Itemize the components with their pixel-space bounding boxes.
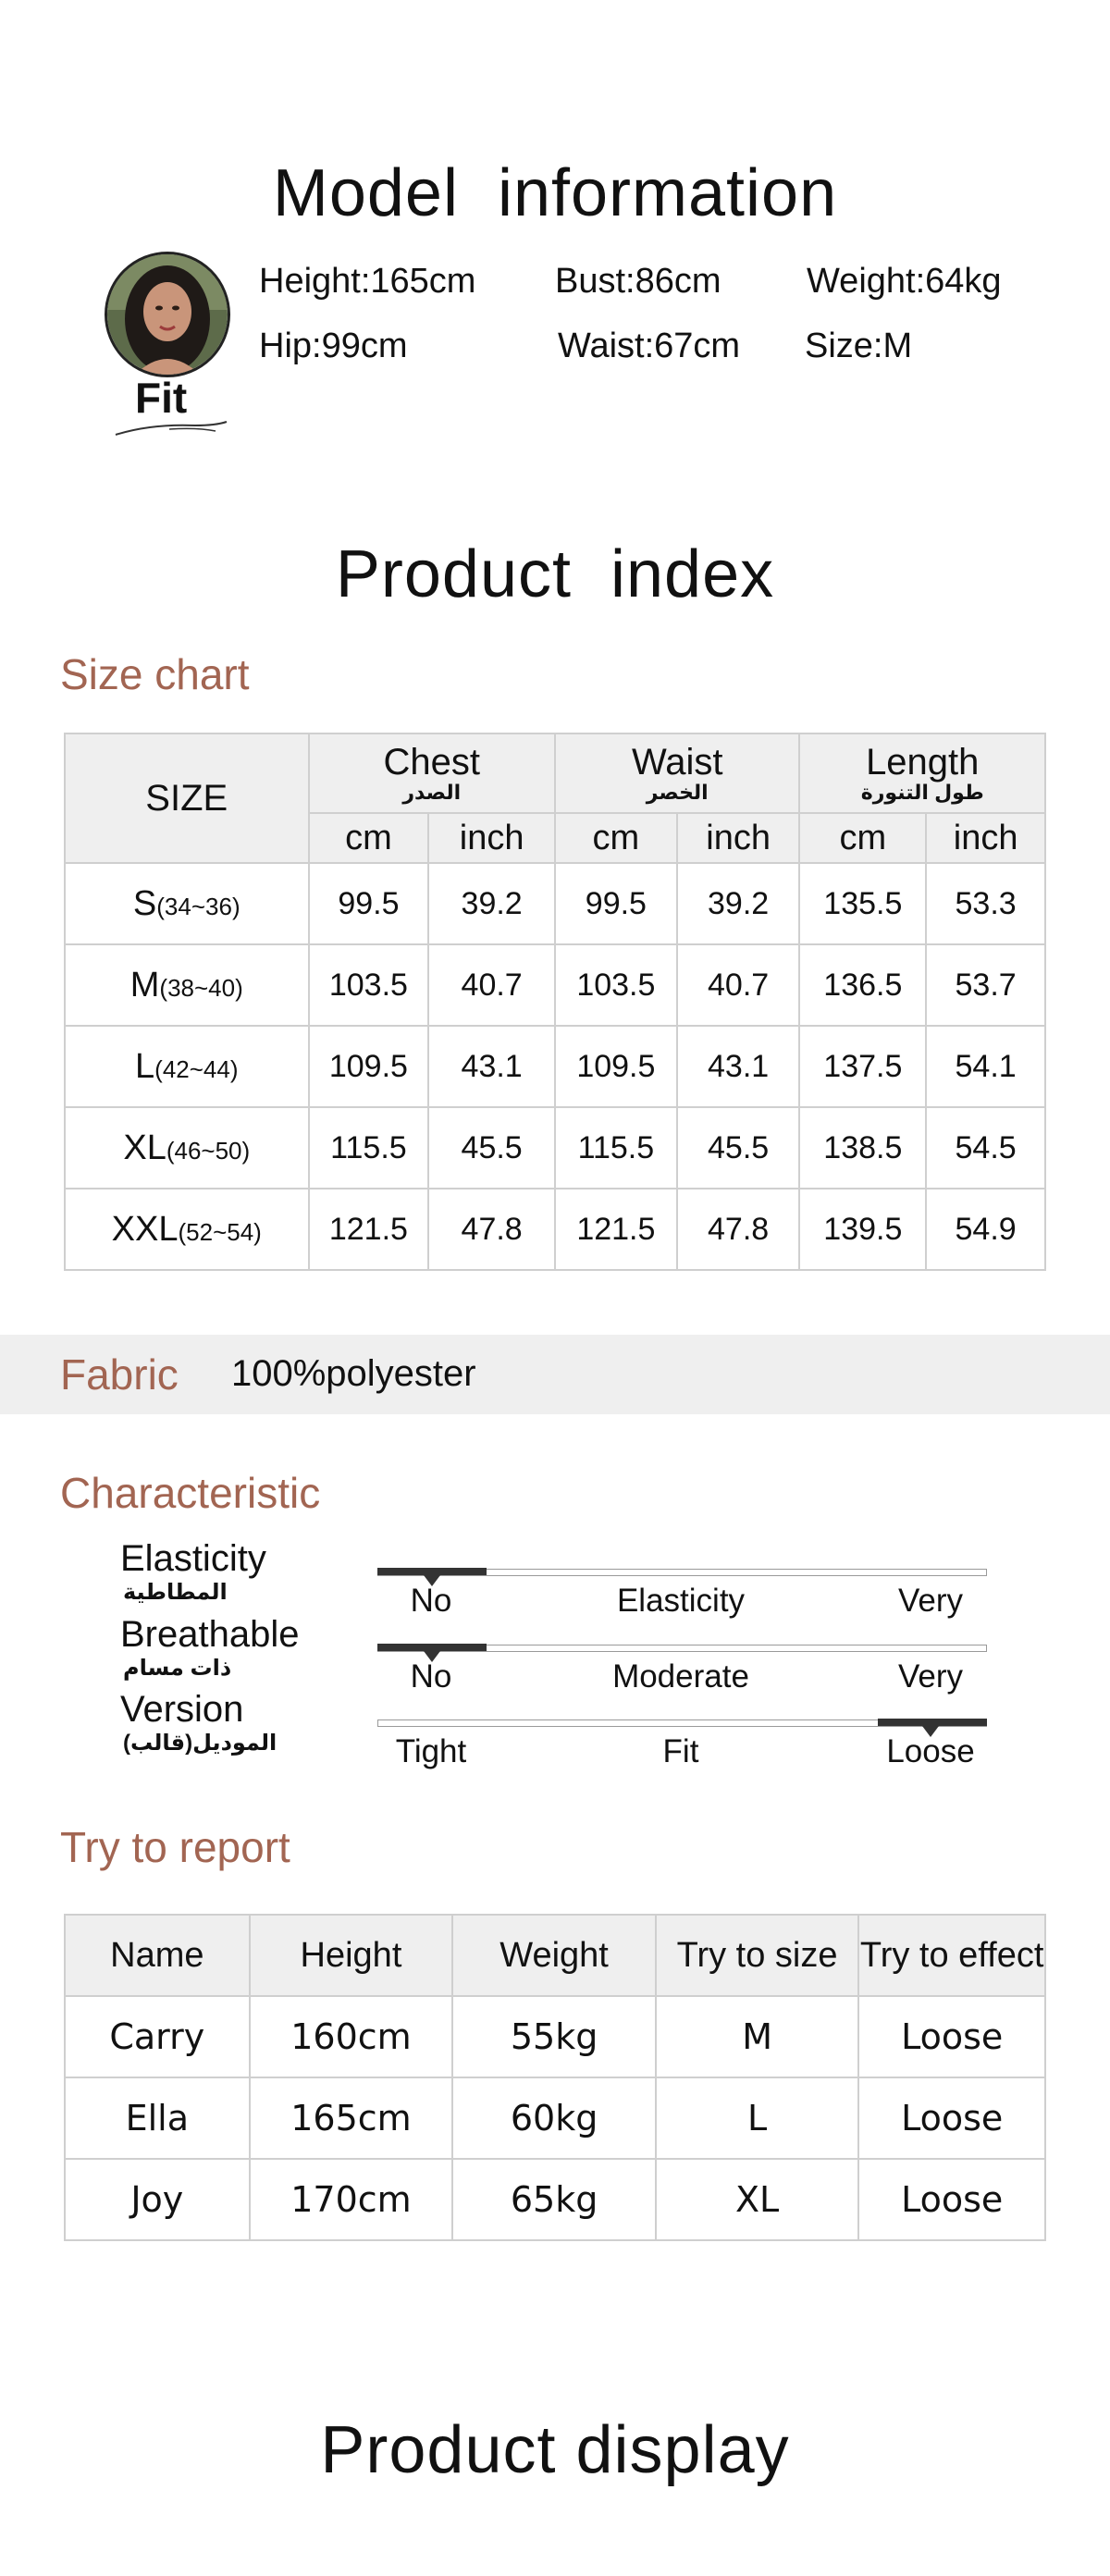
measurement-cell: 40.7 (677, 944, 800, 1026)
report-row (65, 1996, 1045, 2077)
characteristic-name-ar: المطاطية (123, 1580, 228, 1605)
report-cell: 160cm (250, 1996, 453, 2077)
measurement-cell: 99.5 (555, 863, 677, 944)
unit-header: inch (926, 813, 1045, 863)
measurement-cell: 103.5 (309, 944, 429, 1026)
waist-header-en: Waist (631, 742, 723, 783)
model-waist: Waist:67cm (558, 327, 741, 365)
measurement-cell: 47.8 (428, 1189, 555, 1270)
measurement-cell: 40.7 (428, 944, 555, 1026)
measurement-cell: 39.2 (677, 863, 800, 944)
fabric-label: Fabric (60, 1350, 179, 1399)
size-row (65, 1107, 1045, 1189)
product-display-title: Product display (320, 2413, 790, 2487)
size-cell (65, 1107, 309, 1189)
measurement-cell: 45.5 (677, 1107, 800, 1189)
try-report-title: Try to report (60, 1823, 290, 1871)
characteristic-scale-label: Fit (662, 1733, 699, 1769)
waist-group-header (555, 733, 799, 813)
report-cell: 65kg (452, 2159, 656, 2240)
measurement-cell: 121.5 (555, 1189, 677, 1270)
measurement-cell: 115.5 (555, 1107, 677, 1189)
measurement-cell: 115.5 (309, 1107, 429, 1189)
model-weight: Weight:64kg (807, 262, 1002, 301)
characteristic-scale-label: No (410, 1583, 452, 1619)
report-header-size: Try to size (656, 1915, 858, 1996)
characteristic-fill (377, 1568, 487, 1575)
product-index-title: Product index (335, 537, 775, 611)
characteristic-name: Breathable (120, 1614, 300, 1655)
unit-header: inch (677, 813, 800, 863)
report-header-name: Name (65, 1915, 250, 1996)
size-label: XXL (111, 1209, 179, 1249)
characteristic-scale-label: Moderate (612, 1658, 749, 1695)
report-header-effect: Try to effect (858, 1915, 1045, 1996)
model-info-title: Model information (272, 156, 838, 230)
model-portrait-icon (107, 254, 228, 375)
size-range: (46~50) (166, 1136, 251, 1165)
chest-group-header (309, 733, 555, 813)
report-cell: XL (656, 2159, 858, 2240)
size-range: (52~54) (178, 1217, 262, 1246)
unit-header: inch (428, 813, 555, 863)
size-label: S (132, 883, 157, 923)
size-range: (34~36) (156, 892, 240, 920)
length-header-en: Length (866, 742, 980, 783)
characteristic-title: Characteristic (60, 1469, 321, 1517)
measurement-cell: 139.5 (799, 1189, 926, 1270)
model-height: Height:165cm (259, 262, 476, 301)
model-avatar (105, 252, 230, 377)
report-row (65, 2159, 1045, 2240)
size-chart-table (64, 733, 1046, 1271)
report-cell: 60kg (452, 2077, 656, 2159)
measurement-cell: 54.1 (926, 1026, 1045, 1107)
characteristic-scale-label: No (410, 1658, 452, 1695)
length-group-header (799, 733, 1045, 813)
characteristic-fill (377, 1644, 487, 1651)
measurement-cell: 136.5 (799, 944, 926, 1026)
report-cell: Loose (858, 1996, 1045, 2077)
measurement-cell: 53.7 (926, 944, 1045, 1026)
characteristic-name: Elasticity (120, 1538, 266, 1579)
chest-header-ar: الصدر (402, 781, 462, 804)
unit-header: cm (555, 813, 677, 863)
characteristic-scale-label: Very (897, 1658, 964, 1695)
measurement-cell: 43.1 (677, 1026, 800, 1107)
measurement-cell: 54.9 (926, 1189, 1045, 1270)
size-cell (65, 944, 309, 1026)
waist-header-ar: الخصر (646, 781, 709, 804)
fabric-value: 100%polyester (231, 1353, 476, 1394)
size-label: M (130, 965, 160, 1005)
size-row (65, 863, 1045, 944)
size-label: XL (123, 1128, 166, 1167)
size-range: (42~44) (154, 1054, 239, 1083)
model-size: Size:M (805, 327, 913, 365)
report-cell: Loose (858, 2077, 1045, 2159)
report-header-height: Height (250, 1915, 453, 1996)
measurement-cell: 138.5 (799, 1107, 926, 1189)
report-cell: Ella (65, 2077, 250, 2159)
size-label: L (135, 1046, 155, 1086)
measurement-cell: 47.8 (677, 1189, 800, 1270)
measurement-cell: 103.5 (555, 944, 677, 1026)
model-hip: Hip:99cm (259, 327, 408, 365)
characteristic-fill (878, 1719, 987, 1726)
measurement-cell: 99.5 (309, 863, 429, 944)
measurement-cell: 135.5 (799, 863, 926, 944)
measurement-cell: 53.3 (926, 863, 1045, 944)
size-cell (65, 1026, 309, 1107)
measurement-cell: 39.2 (428, 863, 555, 944)
size-row (65, 1026, 1045, 1107)
try-report-table (64, 1914, 1046, 2241)
report-cell: M (656, 1996, 858, 2077)
measurement-cell: 43.1 (428, 1026, 555, 1107)
model-bust: Bust:86cm (555, 262, 722, 301)
characteristic-scale-label: Very (897, 1583, 964, 1619)
size-range: (38~40) (159, 973, 243, 1002)
unit-header: cm (799, 813, 926, 863)
chest-header-en: Chest (383, 742, 480, 783)
signature-swoosh-icon (114, 414, 229, 438)
report-cell: Joy (65, 2159, 250, 2240)
characteristic-name: Version (120, 1689, 244, 1730)
length-header-ar: طول التنورة (860, 781, 984, 804)
size-row (65, 944, 1045, 1026)
measurement-cell: 121.5 (309, 1189, 429, 1270)
report-cell: 165cm (250, 2077, 453, 2159)
unit-header: cm (309, 813, 429, 863)
report-cell: 55kg (452, 1996, 656, 2077)
measurement-cell: 137.5 (799, 1026, 926, 1107)
measurement-cell: 109.5 (309, 1026, 429, 1107)
size-cell (65, 1189, 309, 1270)
characteristic-scale-label: Elasticity (616, 1583, 746, 1619)
report-row (65, 2077, 1045, 2159)
report-cell: 170cm (250, 2159, 453, 2240)
measurement-cell: 54.5 (926, 1107, 1045, 1189)
characteristic-scale-label: Loose (886, 1733, 975, 1769)
size-row (65, 1189, 1045, 1270)
report-cell: L (656, 2077, 858, 2159)
measurement-cell: 109.5 (555, 1026, 677, 1107)
report-cell: Carry (65, 1996, 250, 2077)
characteristic-scale-label: Tight (395, 1733, 467, 1769)
report-cell: Loose (858, 2159, 1045, 2240)
characteristic-name-ar: الموديل(قالب) (123, 1731, 278, 1756)
fit-label: Fit (135, 374, 188, 422)
characteristic-name-ar: ذات مسام (123, 1656, 232, 1681)
size-chart-title: Size chart (60, 650, 250, 698)
report-header-weight: Weight (452, 1915, 656, 1996)
size-column-header: SIZE (65, 733, 309, 863)
size-cell (65, 863, 309, 944)
measurement-cell: 45.5 (428, 1107, 555, 1189)
